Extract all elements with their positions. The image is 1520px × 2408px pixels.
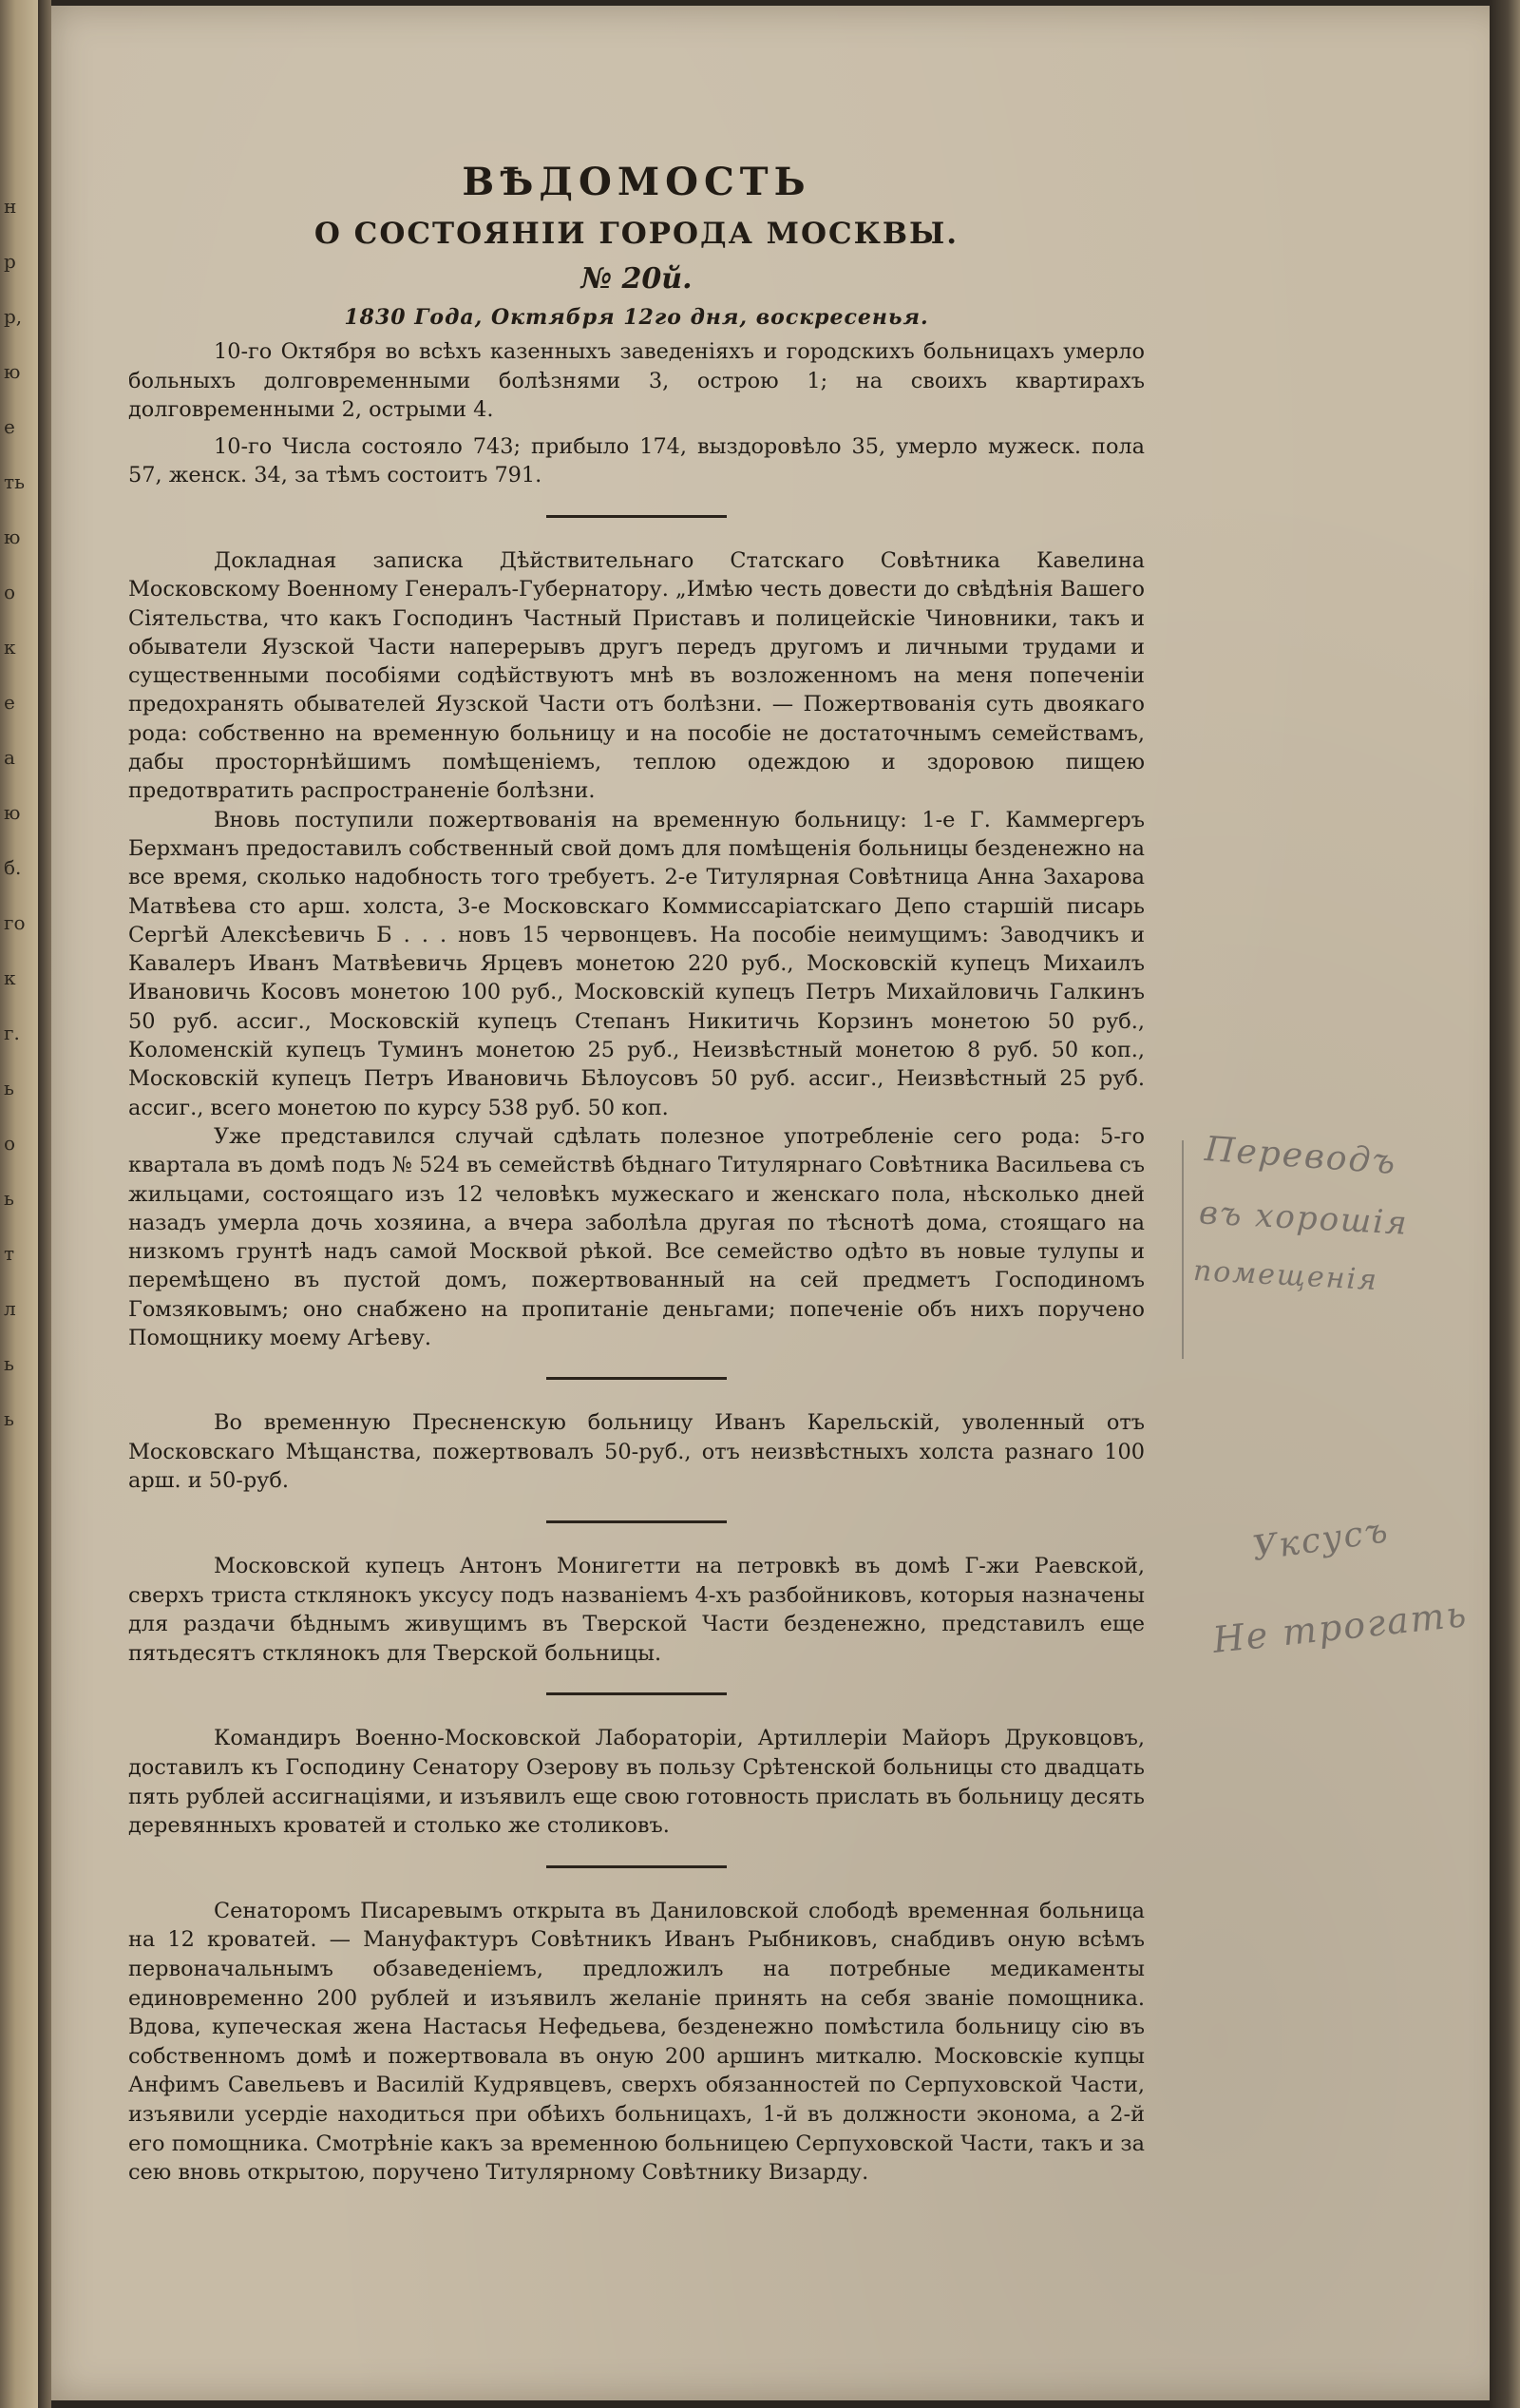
margin-note: Уксусъ (1249, 1511, 1392, 1569)
section-presnenskaya (128, 1408, 1145, 1496)
margin-note: Переводъ (1203, 1129, 1398, 1183)
masthead-subtitle: О СОСТОЯНІИ ГОРОДА МОСКВЫ. (314, 217, 960, 251)
section-kavelin-report (128, 546, 1145, 1352)
section-divider (546, 1520, 727, 1523)
adjacent-page-fragment: ь (4, 1407, 14, 1430)
adjacent-page-fragment: р, (4, 305, 23, 328)
adjacent-page-fragment: о (4, 1132, 16, 1155)
section-monigetti (128, 1552, 1145, 1668)
adjacent-page-fragment: ю (4, 360, 21, 383)
adjacent-page-fragment: б. (4, 856, 22, 879)
section-drukovtsov (128, 1724, 1145, 1840)
margin-note: въ хорошiя (1198, 1194, 1410, 1243)
paragraph: 10-го Октября во всѣхъ казенныхъ заведеніяхъ и городскихъ больницахъ умерло больныхъ долговременными болѣзнями 3, острою 1; на своихъ квартирахъ долговременными 2, острыми 4. (128, 339, 1145, 423)
adjacent-page-fragment: а (4, 746, 15, 769)
adjacent-page-fragment: ю (4, 801, 21, 824)
paragraph: Во временную Пресненскую больницу Иванъ Карельскій, уволенный отъ Московскаго Мѣщанства, пожертвовалъ 50-руб., отъ неизвѣстныхъ холста разнаго 100 арш. и 50-руб. (128, 1410, 1145, 1494)
section-divider (546, 1865, 727, 1868)
adjacent-page-fragment: ь (4, 1077, 14, 1099)
issue-number: № 20й. (580, 262, 693, 296)
paragraph: Московской купецъ Антонъ Монигетти на петровкѣ въ домѣ Г-жи Раевской, сверхъ триста стклянокъ уксусу подъ названіемъ 4-хъ разбойниковъ, которыя назначены для раздачи бѣднымъ живущимъ въ Тверской Части безденежно, представилъ еще пятьдесятъ стклянокъ для Тверской больницы. (128, 1554, 1145, 1666)
paragraph: Командиръ Военно-Московской Лабораторіи, Артиллеріи Майоръ Друковцовъ, доставилъ къ Господину Сенатору Озерову въ пользу Срѣтенской больницы сто двадцать пять рублей ассигнаціями, и изъявилъ еще свою готовность прислать въ больницу десять деревянныхъ кроватей и столько же столиковъ. (128, 1726, 1145, 1839)
adjacent-page-fragment: ь (4, 1187, 14, 1210)
adjacent-page-fragment: т (4, 1242, 15, 1265)
adjacent-page-fragment: ю (4, 526, 21, 548)
adjacent-page-fragment: к (4, 636, 16, 659)
page-content (128, 162, 1145, 2188)
paragraph: 10-го Числа состояло 743; прибыло 174, выздоровѣло 35, умерло мужеск. пола 57, женск. 34, за тѣмъ состоитъ 791. (128, 433, 1145, 488)
adjacent-page-fragment: го (4, 911, 26, 934)
adjacent-page-fragment: к (4, 966, 16, 989)
adjacent-page-fragment: е (4, 691, 15, 714)
paragraph: Сенаторомъ Писаревымъ открыта въ Даниловской слободѣ временная больница на 12 кроватей. — Мануфактуръ Совѣтникъ Иванъ Рыбниковъ, снабдивъ оную всѣмъ первоначальнымъ обзаведеніемъ, предложилъ на потребные медикаменты единовременно 200 рублей и изъявилъ желаніе принять на себя званіе помощника. Вдова, купеческая жена Настасья Нефедьева, безденежно помѣстила больницу сію въ собственномъ домѣ и пожертвовала въ оную 200 аршинъ миткалю. Московскіе купцы Анфимъ Савельевъ и Василій Кудрявцевъ, сверхъ обязанностей по Серпуховской Части, изъявили усердіе находиться при обѣихъ больницахъ, 1-й въ должности эконома, а 2-й его помощника. Смотрѣніе какъ за временною больницею Серпуховской Части, такъ и за сею вновь открытою, поручено Титулярному Совѣтнику Визарду. (128, 1898, 1145, 2186)
adjacent-page-fragment: р (4, 250, 16, 273)
scan-border (1490, 0, 1520, 2408)
adjacent-page-fragment: н (4, 195, 17, 218)
masthead-title: ВѢДОМОСТЬ (462, 160, 811, 204)
margin-note: Не трогать (1210, 1593, 1471, 1661)
adjacent-page-fragment: г. (4, 1022, 20, 1044)
section-divider (546, 1692, 727, 1695)
adjacent-page-fragment: ь (4, 1352, 14, 1375)
margin-note: помещенiя (1192, 1253, 1379, 1298)
adjacent-page-fragment: ть (4, 470, 25, 493)
section-pisarev (128, 1897, 1145, 2188)
section-divider (546, 515, 727, 518)
paragraph: Вновь поступили пожертвованія на временную больницу: 1-е Г. Каммергеръ Берхманъ предоставилъ собственный свой домъ для помѣщенія больницы безденежно на все время, сколько надобность того требуетъ. 2-е Титулярная Совѣтница Анна Захарова Матвѣева сто арш. холста, 3-е Московскаго Коммиссаріатскаго Депо старшій писарь Сергѣй Алексѣевичь Б . . . новъ 15 червонцевъ. На пособіе неимущимъ: Заводчикъ и Кавалеръ Иванъ Матвѣевичь Ярцевъ монетою 220 руб., Московскій купецъ Михаилъ Ивановичь Косовъ монетою 100 руб., Московскій купецъ Петръ Михайловичь Галкинъ 50 руб. ассиг., Московскій купецъ Степанъ Никитичь Корзинъ монетою 50 руб., Коломенскій купецъ Туминъ монетою 25 руб., Неизвѣстный монетою 8 руб. 50 коп., Московскій купецъ Петръ Ивановичь Бѣлоусовъ 50 руб. ассиг., Неизвѣстный 25 руб. ассиг., всего монетою по курсу 538 руб. 50 коп. (128, 807, 1145, 1120)
paragraph: Уже представился случай сдѣлать полезное употребленіе сего рода: 5-го квартала въ домѣ подъ № 524 въ семействѣ бѣднаго Титулярнаго Совѣтника Васильева съ жильцами, состоящаго изъ 12 человѣкъ мужескаго и женскаго пола, нѣсколько дней назадъ умерла дочь хозяина, а вчера заболѣла другая по тѣснотѣ дома, стоящаго на низкомъ грунтѣ надъ самой Москвой рѣкой. Все семейство одѣто въ новые тулупы и перемѣщено въ пустой домъ, пожертвованный на сей предметъ Господиномъ Гомзяковымъ; оно снабжено на пропитаніе деньгами; попеченіе объ нихъ поручено Помощнику моему Агѣеву. (128, 1123, 1145, 1350)
adjacent-page-fragment: е (4, 415, 15, 438)
dateline: 1830 Года, Октября 12го дня, воскресенья. (344, 305, 929, 330)
paragraph: Докладная записка Дѣйствительнаго Статскаго Совѣтника Кавелина Московскому Военному Генералъ-Губернатору. „Имѣю честь довести до свѣдѣнія Вашего Сіятельства, что какъ Господинъ Частный Приставъ и полицейскіе Чиновники, такъ и обыватели Яузской Части наперерывъ другъ передъ другомъ и личными трудами и существенными пособіями содѣйствуютъ мнѣ въ возложенномъ на меня попеченіи предохранять обывателей Яузской Части отъ болѣзни. — Пожертвованія суть двоякаго рода: собственно на временную больницу и на пособіе не достаточнымъ семействамъ, дабы просторнѣйшимъ помѣщеніемъ, теплою одеждою и здоровою пищею предотвратить распространеніе болѣзни. (128, 547, 1145, 804)
adjacent-page-fragment: л (4, 1297, 16, 1320)
section-mortality (128, 337, 1145, 490)
adjacent-page-edge (0, 0, 38, 2408)
adjacent-page-fragment: о (4, 581, 16, 603)
section-divider (546, 1377, 727, 1380)
binding-gutter (38, 0, 51, 2408)
